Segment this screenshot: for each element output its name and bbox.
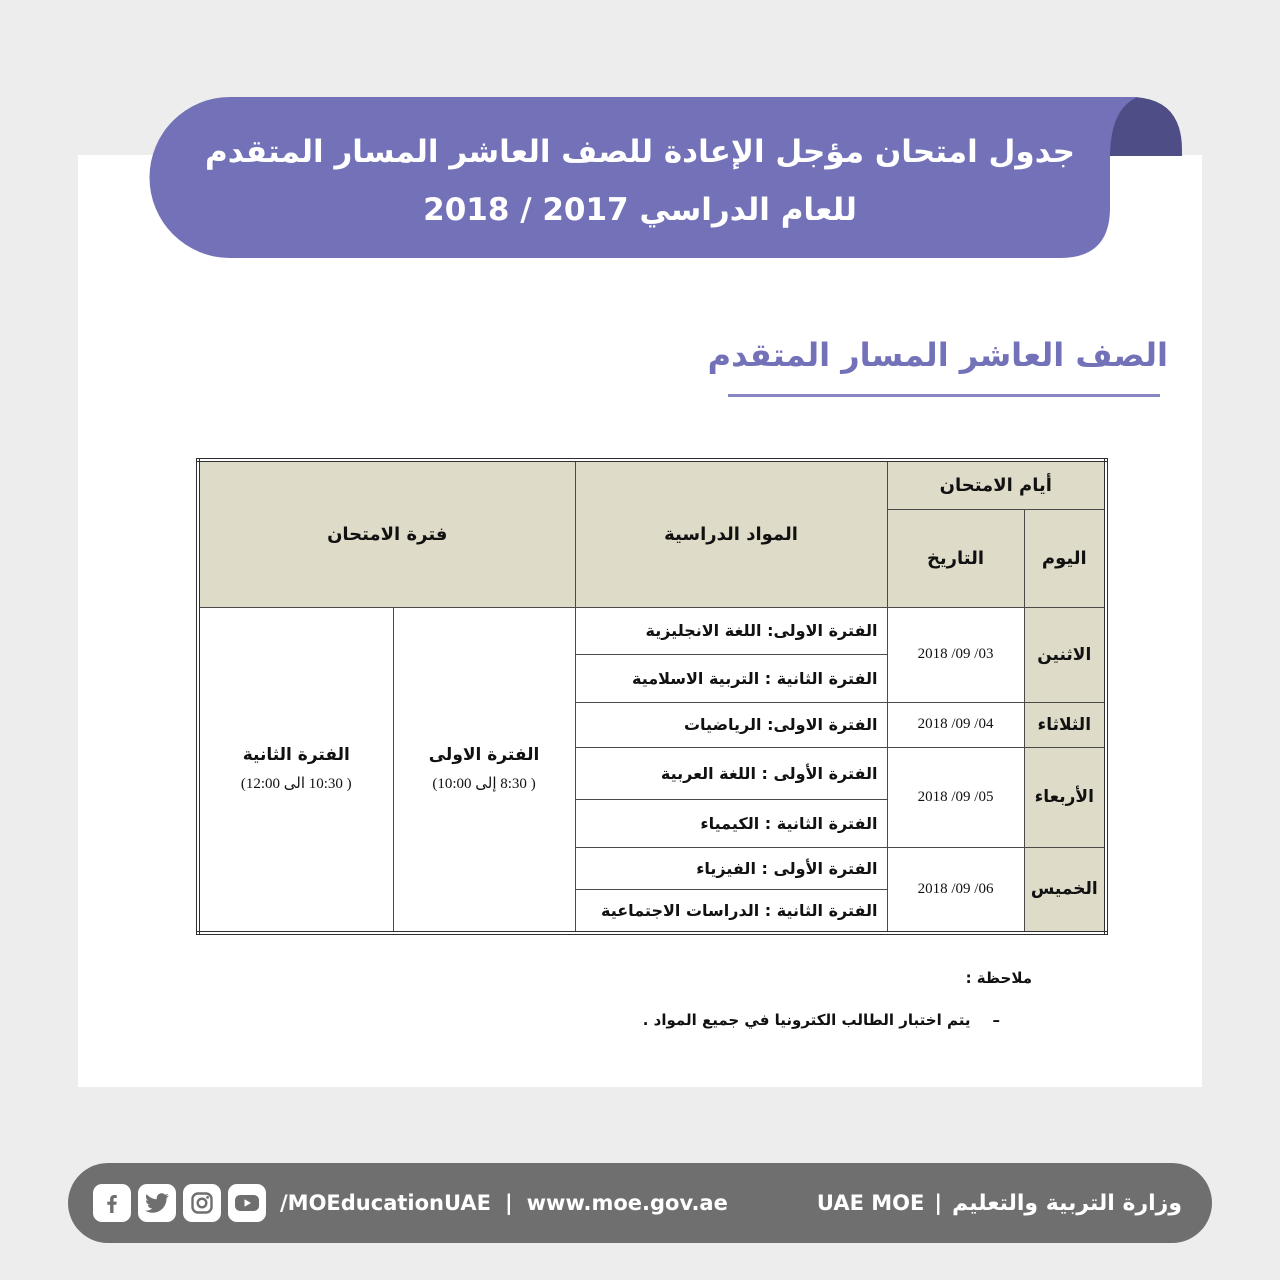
footer-separator: | — [934, 1191, 942, 1215]
twitter-icon — [138, 1184, 176, 1222]
section-title: الصف العاشر المسار المتقدم — [707, 336, 1168, 374]
page-title: جدول امتحان مؤجل الإعادة للصف العاشر المسار المتقدم — [205, 134, 1075, 170]
subject-cell: الفترة الثانية : الدراسات الاجتماعية — [575, 889, 887, 933]
footer-separator: | — [504, 1191, 513, 1215]
subject-cell: الفترة الأولى : الفيزياء — [575, 847, 887, 889]
note-bullet: – — [992, 1011, 1000, 1029]
footer-links — [280, 1163, 728, 1243]
header-exam-days: أيام الامتحان — [887, 460, 1106, 509]
header-subjects: المواد الدراسية — [575, 460, 887, 607]
footer-organization — [817, 1163, 1182, 1243]
subject-cell: الفترة الأولى : اللغة العربية — [575, 747, 887, 799]
header-exam-period: فترة الامتحان — [198, 460, 575, 607]
date-cell: 04/ 09/ 2018 — [887, 702, 1024, 747]
note-text: يتم اختبار الطالب الكترونيا في جميع المواد . — [642, 1011, 971, 1029]
day-cell: الأربعاء — [1024, 747, 1106, 847]
org-name-arabic: وزارة التربية والتعليم — [952, 1190, 1182, 1216]
date-cell: 03/ 09/ 2018 — [887, 607, 1024, 702]
social-icons — [93, 1184, 266, 1222]
subject-cell: الفترة الثانية : الكيمياء — [575, 799, 887, 847]
note-item — [643, 1008, 1000, 1032]
date-cell: 06/ 09/ 2018 — [887, 847, 1024, 933]
subject-cell: الفترة الاولى: اللغة الانجليزية — [575, 607, 887, 654]
note-label: ملاحظة : — [965, 969, 1032, 987]
subject-cell: الفترة الثانية : التربية الاسلامية — [575, 654, 887, 702]
first-period-cell — [393, 607, 575, 933]
youtube-icon — [228, 1184, 266, 1222]
subject-cell: الفترة الاولى: الرياضيات — [575, 702, 887, 747]
footer-bar — [68, 1163, 1212, 1243]
day-cell: الثلاثاء — [1024, 702, 1106, 747]
period-name: الفترة الاولى — [428, 745, 540, 766]
period-time: ( 8:30 إلى 10:00) — [432, 776, 536, 793]
website-link: www.moe.gov.ae — [526, 1191, 728, 1215]
date-cell: 05/ 09/ 2018 — [887, 747, 1024, 847]
table-row — [198, 607, 1106, 654]
period-time: ( 10:30 الى 12:00) — [240, 776, 352, 793]
social-handle: /MOEducationUAE — [280, 1191, 491, 1215]
day-cell: الخميس — [1024, 847, 1106, 933]
exam-schedule-table — [196, 458, 1108, 935]
org-name-english: UAE MOE — [816, 1191, 925, 1215]
period-name: الفترة الثانية — [242, 745, 350, 766]
instagram-icon — [183, 1184, 221, 1222]
header-date: التاريخ — [887, 509, 1024, 607]
section-underline — [728, 394, 1160, 397]
header-day: اليوم — [1024, 509, 1106, 607]
page-subtitle-year: للعام الدراسي 2017 / 2018 — [423, 192, 857, 228]
day-cell: الاثنين — [1024, 607, 1106, 702]
facebook-icon — [93, 1184, 131, 1222]
second-period-cell — [198, 607, 393, 933]
